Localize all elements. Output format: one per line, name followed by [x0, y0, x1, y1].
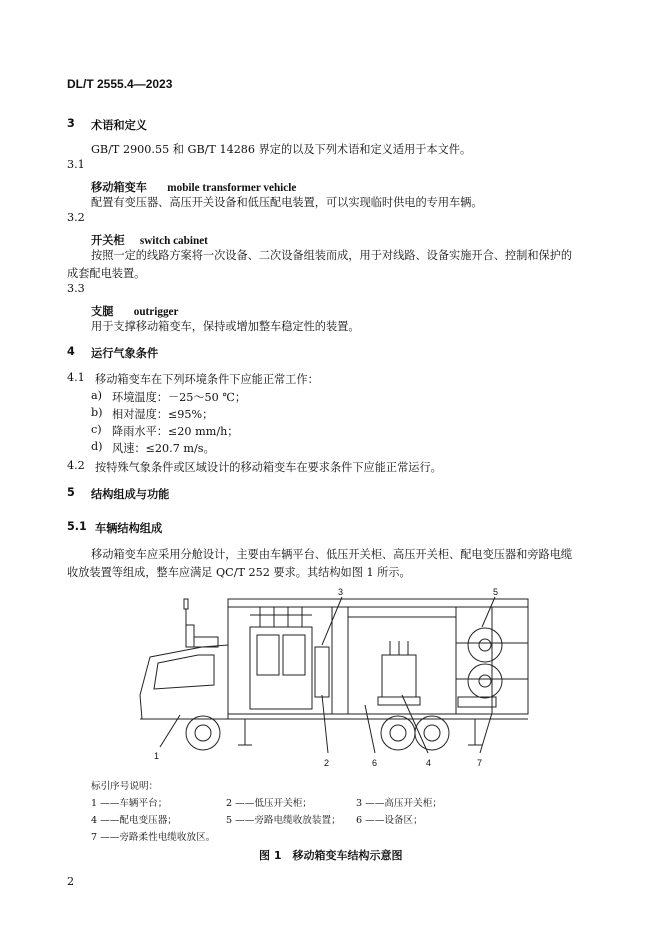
front-wheel: [186, 716, 220, 750]
legend-item-2: 2 ——低压开关柜；: [226, 798, 312, 809]
cable-reel-lower: [468, 664, 502, 698]
callout-7: 7: [477, 758, 483, 768]
legend-item-1: 1 ——车辆平台；: [91, 798, 168, 809]
section-3-intro: GB/T 2900.55 和 GB/T 14286 界定的以及下列术语和定义适用于本文件。: [91, 143, 472, 156]
term-3-3-heading: [91, 300, 178, 319]
section-5-number: 5: [67, 486, 75, 499]
list-item-b-text: 相对湿度：≤95%；: [112, 408, 214, 421]
list-item-a-text: 环境温度：－25～50 ℃；: [112, 391, 247, 404]
vehicle-cab: [140, 645, 228, 719]
list-item-c-text: 降雨水平：≤20 mm/h；: [112, 425, 239, 438]
section-3-number: 3: [67, 117, 75, 130]
term-3-2-cn: 开关柜: [91, 234, 125, 247]
term-3-2-en: switch cabinet: [139, 235, 208, 247]
legend-item-4: 4 ——配电变压器；: [91, 815, 177, 826]
figure-caption: 图 1 移动箱变车结构示意图: [259, 849, 403, 862]
section-5-1-paragraph-line2: 收放装置等组成，整车应满足 QC/T 252 要求。其结构如图 1 所示。: [67, 566, 411, 579]
legend-item-6: 6 ——设备区；: [356, 815, 423, 826]
legend-item-5: 5 ——旁路电缆收放装置；: [226, 815, 341, 826]
clause-4-2-text: 按特殊气象条件或区域设计的移动箱变车在要求条件下应能正常运行。: [95, 461, 442, 474]
term-3-1-definition: 配置有变压器、高压开关设备和低压配电装置，可以实现临时供电的专用车辆。: [91, 196, 483, 209]
distribution-transformer: [382, 655, 416, 697]
term-3-3-number: 3.3: [67, 282, 85, 295]
cab-beacon: [186, 625, 194, 647]
legend-item-7: 7 ——旁路柔性电缆收放区。: [91, 832, 216, 843]
list-item-b-label: b): [91, 406, 103, 419]
figure-legend-title: 标引序号说明：: [91, 781, 159, 792]
term-3-1-en: mobile transformer vehicle: [167, 182, 297, 194]
callout-5: 5: [493, 587, 499, 597]
rear-wheel-1: [381, 716, 415, 750]
page-number: 2: [67, 875, 75, 888]
cab-roof-box: [194, 637, 218, 647]
section-5-1-paragraph-line1: 移动箱变车应采用分舱设计，主要由车辆平台、低压开关柜、高压开关柜、配电变压器和旁路电缆: [91, 548, 573, 561]
cab-window: [154, 655, 214, 689]
high-voltage-cabinet: [315, 647, 329, 697]
doc-header: DL/T 2555.4—2023: [67, 77, 173, 91]
equipment-area-frame: [348, 607, 456, 714]
section-4-number: 4: [67, 345, 75, 358]
section-3-title: 术语和定义: [91, 119, 147, 132]
list-item-c-label: c): [91, 423, 102, 436]
rear-wheel-2: [415, 716, 449, 750]
term-3-1-cn: 移动箱变车: [91, 181, 147, 194]
callout-2: 2: [324, 758, 330, 768]
term-3-2-number: 3.2: [67, 211, 85, 224]
callout-4: 4: [426, 758, 432, 768]
section-5-title: 结构组成与功能: [91, 488, 170, 501]
cable-reel-upper: [468, 628, 502, 662]
term-3-1-number: 3.1: [67, 158, 85, 171]
cab-antenna: [184, 599, 188, 609]
vehicle-structure-figure: [110, 585, 540, 775]
list-item-d-label: d): [91, 440, 103, 453]
clause-4-2-number: 4.2: [67, 459, 85, 472]
callout-6: 6: [372, 758, 378, 768]
legend-item-3: 3 ——高压开关柜；: [356, 798, 442, 809]
section-4-title: 运行气象条件: [91, 347, 159, 360]
clause-4-1-number: 4.1: [67, 371, 85, 384]
low-voltage-cabinet: [250, 627, 312, 709]
callout-1: 1: [154, 751, 160, 761]
term-3-2-definition-line2: 成套配电装置。: [67, 267, 146, 280]
term-3-3-en: outrigger: [133, 306, 179, 318]
callout-3: 3: [338, 587, 344, 597]
clause-4-1-text: 移动箱变车在下列环境条件下应能正常工作：: [95, 373, 319, 386]
term-3-3-cn: 支腿: [91, 305, 114, 318]
subsection-5-1-number: 5.1: [67, 520, 87, 533]
term-3-2-definition-line1: 按照一定的线路方案将一次设备、二次设备组装而成，用于对线路、设备实施开合、控制和保护的: [91, 249, 573, 262]
term-3-3-definition: 用于支撑移动箱变车，保持或增加整车稳定性的装置。: [91, 320, 360, 333]
subsection-5-1-title: 车辆结构组成: [95, 522, 163, 535]
list-item-a-label: a): [91, 389, 103, 402]
term-3-1-heading: [91, 176, 296, 195]
list-item-d-text: 风速：≤20.7 m/s。: [112, 442, 215, 455]
term-3-2-heading: [91, 229, 208, 248]
